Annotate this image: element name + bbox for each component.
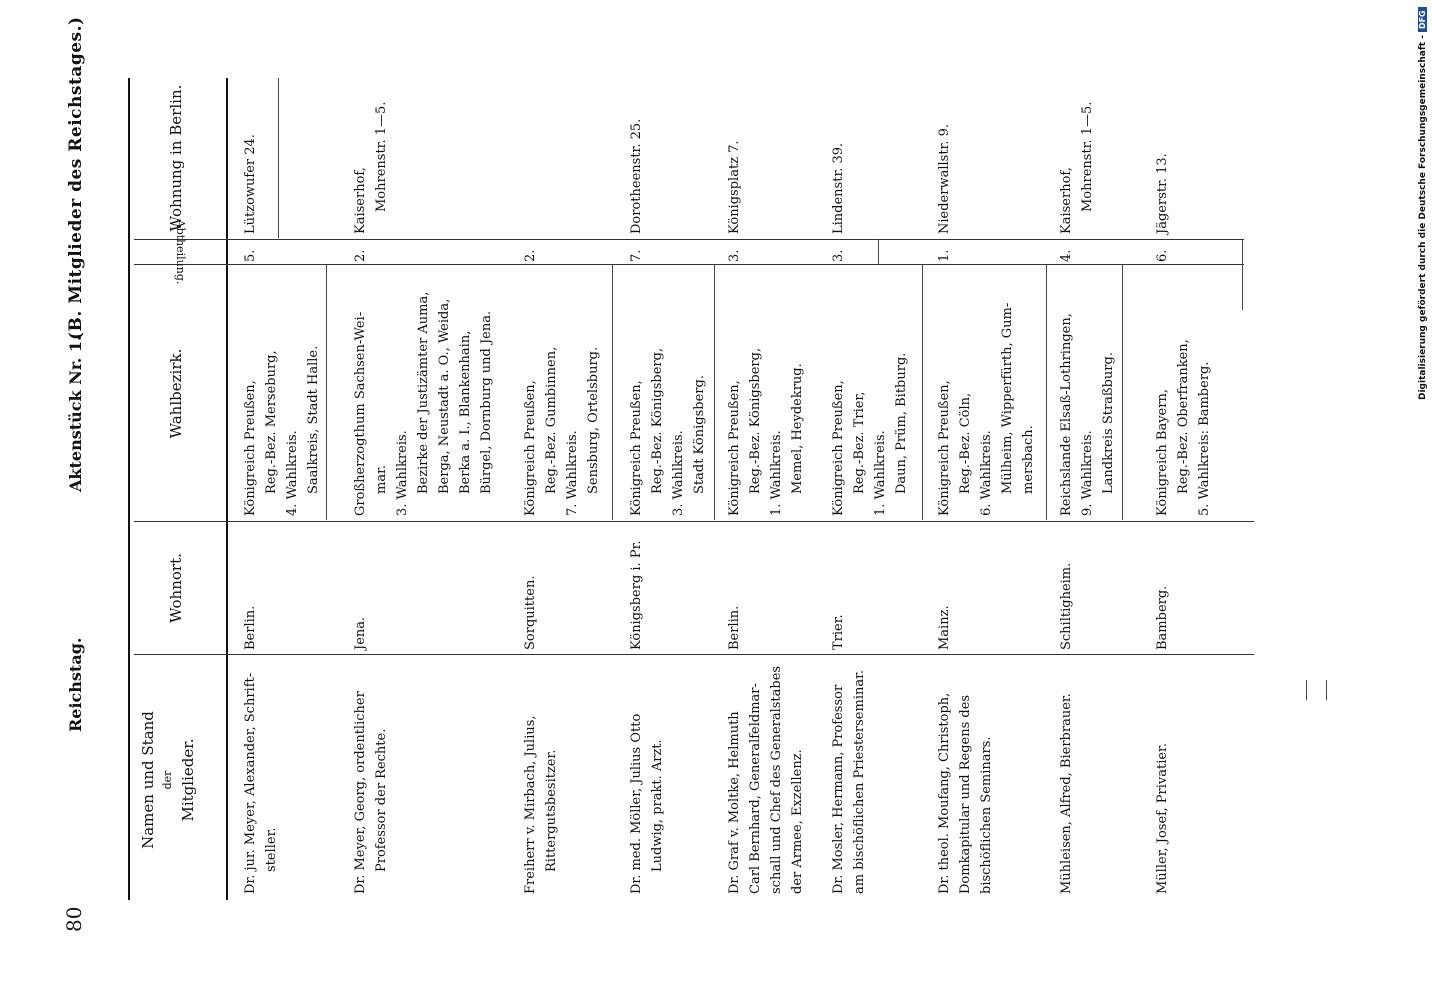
district-line: Berka a. I., Blankenhain,	[458, 330, 473, 494]
district-line: 1. Wahlkreis.	[769, 430, 784, 516]
table-row-5-berlin	[724, 140, 745, 234]
table-row-7-division: 1.	[937, 249, 952, 262]
table-row-2-residence: Jena.	[353, 616, 368, 650]
table-row-8-division: 4.	[1059, 249, 1074, 262]
header-berlin: Wohnung in Berlin.	[167, 84, 185, 232]
name-line: Domkapitular und Regens des	[958, 694, 973, 894]
district-line: Sensburg, Ortelsburg.	[586, 346, 601, 494]
district-line: Reg.-Bez. Königsberg,	[748, 347, 763, 494]
table-bottom-rule	[1242, 240, 1243, 310]
district-line: mar.	[374, 465, 389, 494]
table-row-9-division: 6.	[1155, 249, 1170, 262]
header-name-line-1: Namen und Stand	[139, 711, 157, 849]
column-divider-district	[134, 521, 1254, 522]
table-row-1-name	[240, 673, 282, 894]
row-separator	[714, 265, 715, 520]
table-row-4-division: 7.	[629, 249, 644, 262]
district-line: Großherzogthum Sachsen-Wei-	[353, 311, 368, 516]
name-line: steller.	[264, 827, 279, 872]
table-row-3-district	[520, 347, 604, 516]
berlin-line: Mohrenstr. 1—5.	[1080, 101, 1095, 212]
district-line: Memel, Heydekrug.	[790, 363, 805, 494]
name-line: Dr. med. Möller, Julius Otto	[629, 713, 644, 894]
district-line: Landkreis Straßburg.	[1101, 352, 1116, 494]
district-line: Königreich Preußen,	[629, 380, 644, 516]
district-line: Reg.-Bez. Cöln,	[958, 392, 973, 494]
district-line: Königreich Bayern,	[1155, 389, 1170, 516]
table-row-7-name	[934, 693, 997, 894]
district-line: 3. Wahlkreis.	[671, 430, 686, 516]
berlin-line: Niederwallstr. 9.	[937, 124, 952, 234]
name-line: Müller, Josef, Privatier.	[1155, 743, 1170, 894]
table-row-1-district	[240, 346, 324, 516]
district-line: 9. Wahlkreis.	[1080, 430, 1095, 516]
header-division: Abtheilung.	[174, 219, 187, 285]
table-row-3-residence: Sorquitten.	[523, 575, 538, 650]
row-separator	[922, 265, 923, 520]
header-residence: Wohnort.	[167, 553, 185, 623]
district-line: Bürgel, Dornburg und Jena.	[479, 310, 494, 494]
table-row-8-residence: Schiltigheim.	[1059, 562, 1074, 650]
page-number: 80	[62, 906, 86, 932]
district-line: Königreich Preußen,	[831, 380, 846, 516]
table-row-4-berlin	[626, 119, 647, 234]
district-line: Reichslande Elsaß-Lothringen,	[1059, 313, 1074, 516]
district-line: mersbach.	[1021, 425, 1036, 494]
district-line: 4. Wahlkreis.	[285, 430, 300, 516]
name-line: bischöflichen Seminars.	[979, 736, 994, 894]
berlin-line: Kaiserhof,	[353, 167, 368, 234]
district-line: 5. Wahlkreis: Bamberg.	[1197, 361, 1212, 516]
name-line: Dr. theol. Moufang, Christoph,	[937, 692, 952, 894]
berlin-line: Mohrenstr. 1—5.	[374, 101, 389, 212]
table-row-3-name	[520, 715, 562, 894]
name-line: Mühleisen, Alfred, Bierbrauer.	[1059, 693, 1074, 894]
table-row-1-division: 5.	[243, 249, 258, 262]
table-row-8-berlin	[1056, 102, 1098, 234]
name-line: der Armee, Exzellenz.	[790, 749, 805, 894]
berlin-line: Dorotheenstr. 25.	[629, 118, 644, 234]
name-line: Freiherr v. Mirbach, Julius,	[523, 715, 538, 894]
row-separator	[612, 265, 613, 520]
table-row-6-district	[828, 353, 912, 516]
table-row-4-residence: Königsberg i. Pr.	[629, 540, 644, 650]
name-line: Ludwig, prakt. Arzt.	[650, 739, 665, 872]
table-row-6-residence: Trier.	[831, 614, 846, 650]
district-line: Saalkreis, Stadt Halle.	[306, 345, 321, 494]
table-row-2-name	[350, 691, 392, 894]
table-row-1-berlin	[240, 134, 261, 234]
header-name-line-3: Mitglieder.	[179, 738, 197, 822]
district-line: Reg.-Bez. Königsberg,	[650, 347, 665, 494]
table-row-9-district	[1152, 339, 1215, 516]
running-head-title: Aktenstück Nr. 1.	[66, 335, 85, 492]
district-line: Reg.-Bez. Merseburg,	[264, 350, 279, 494]
row-separator	[878, 239, 879, 264]
dfg-logo: DFG	[1418, 7, 1427, 32]
table-row-6-name	[828, 670, 870, 894]
table-row-4-name	[626, 714, 668, 894]
row-separator	[1122, 265, 1123, 520]
row-separator	[1046, 265, 1047, 520]
row-separator	[326, 265, 327, 520]
running-head-subtitle: (B. Mitglieder des Reichstages.)	[66, 16, 86, 340]
district-line: Bezirke der Justizämter Auma,	[416, 291, 431, 494]
name-line: am bischöflichen Priesterseminar.	[852, 669, 867, 894]
district-line: Königreich Preußen,	[727, 380, 742, 516]
name-line: Dr. Mosler, Hermann, Professor	[831, 684, 846, 894]
district-line: Königreich Preußen,	[243, 380, 258, 516]
name-line: schall und Chef des Generalstabes	[769, 665, 784, 894]
table-row-2-division: 2.	[353, 249, 368, 262]
table-row-6-division: 3.	[831, 249, 846, 262]
district-line: Reg.-Bez. Oberfranken,	[1176, 339, 1191, 494]
district-line: Reg.-Bez. Gumbinnen,	[544, 346, 559, 494]
name-line: Dr. jur. Meyer, Alexander, Schrift-	[243, 672, 258, 894]
table-row-5-district	[724, 348, 808, 516]
header-district: Wahlbezirk.	[167, 348, 185, 439]
table-row-2-district	[350, 292, 497, 516]
name-line: Carl Bernhard, Generalfeldmar-	[748, 683, 763, 894]
table-row-9-residence: Bamberg.	[1155, 585, 1170, 650]
district-line: Königreich Preußen,	[523, 380, 538, 516]
table-row-9-berlin	[1152, 153, 1173, 234]
district-line: Stadt Königsberg.	[692, 375, 707, 494]
header-name-line-2: der	[161, 770, 174, 790]
header-bottom-rule	[226, 78, 228, 900]
name-line: Professor der Rechte.	[374, 728, 389, 872]
berlin-line: Lindenstr. 39.	[831, 142, 846, 234]
margin-mark	[1306, 680, 1307, 700]
credit-text: Digitalisierung gefördert durch die Deutsche Forschungsgemeinschaft -	[1418, 35, 1428, 400]
running-head-left: Reichstag.	[66, 637, 85, 732]
header-name	[138, 660, 198, 900]
table-row-7-district	[934, 303, 1039, 516]
district-line: Königreich Preußen,	[937, 380, 952, 516]
district-line: 7. Wahlkreis.	[565, 430, 580, 516]
district-line: 1. Wahlkreis.	[873, 430, 888, 516]
digitization-credit	[1418, 8, 1432, 400]
district-line: Daun, Prüm, Bitburg.	[894, 352, 909, 494]
table-row-7-residence: Mainz.	[937, 605, 952, 650]
table-top-rule	[128, 78, 130, 900]
column-divider-residence	[134, 654, 1254, 655]
table-row-8-name	[1056, 693, 1077, 894]
table-row-8-district	[1056, 313, 1119, 516]
name-line: Dr. Graf v. Moltke, Helmuth	[727, 711, 742, 894]
berlin-line: Jägerstr. 13.	[1155, 153, 1170, 234]
berlin-line: Königsplatz 7.	[727, 140, 742, 234]
table-row-5-residence: Berlin.	[727, 605, 742, 650]
row-separator	[278, 78, 279, 238]
district-line: 3. Wahlkreis.	[395, 430, 410, 516]
table-row-3-division: 2.	[523, 249, 538, 262]
berlin-line: Kaiserhof,	[1059, 167, 1074, 234]
table-row-7-berlin	[934, 124, 955, 234]
district-line: Mülheim, Wipperfürth, Gum-	[1000, 302, 1015, 494]
table-row-1-residence: Berlin.	[243, 605, 258, 650]
district-line: Berga, Neustadt a. O., Weida,	[437, 298, 452, 494]
table-row-6-berlin	[828, 143, 849, 234]
table-row-9-name	[1152, 743, 1173, 894]
name-line: Dr. Meyer, Georg, ordentlicher	[353, 691, 368, 894]
berlin-line: Lützowufer 24.	[243, 134, 258, 234]
table-row-5-name	[724, 666, 808, 894]
table-row-5-division: 3.	[727, 249, 742, 262]
column-divider-berlin	[134, 239, 1244, 240]
column-divider-division	[134, 264, 1244, 265]
margin-mark	[1326, 680, 1327, 700]
district-line: 6. Wahlkreis.	[979, 430, 994, 516]
table-row-2-berlin	[350, 102, 392, 234]
table-row-4-district	[626, 348, 710, 516]
district-line: Reg.-Bez. Trier,	[852, 391, 867, 494]
name-line: Rittergutsbesitzer.	[544, 749, 559, 872]
